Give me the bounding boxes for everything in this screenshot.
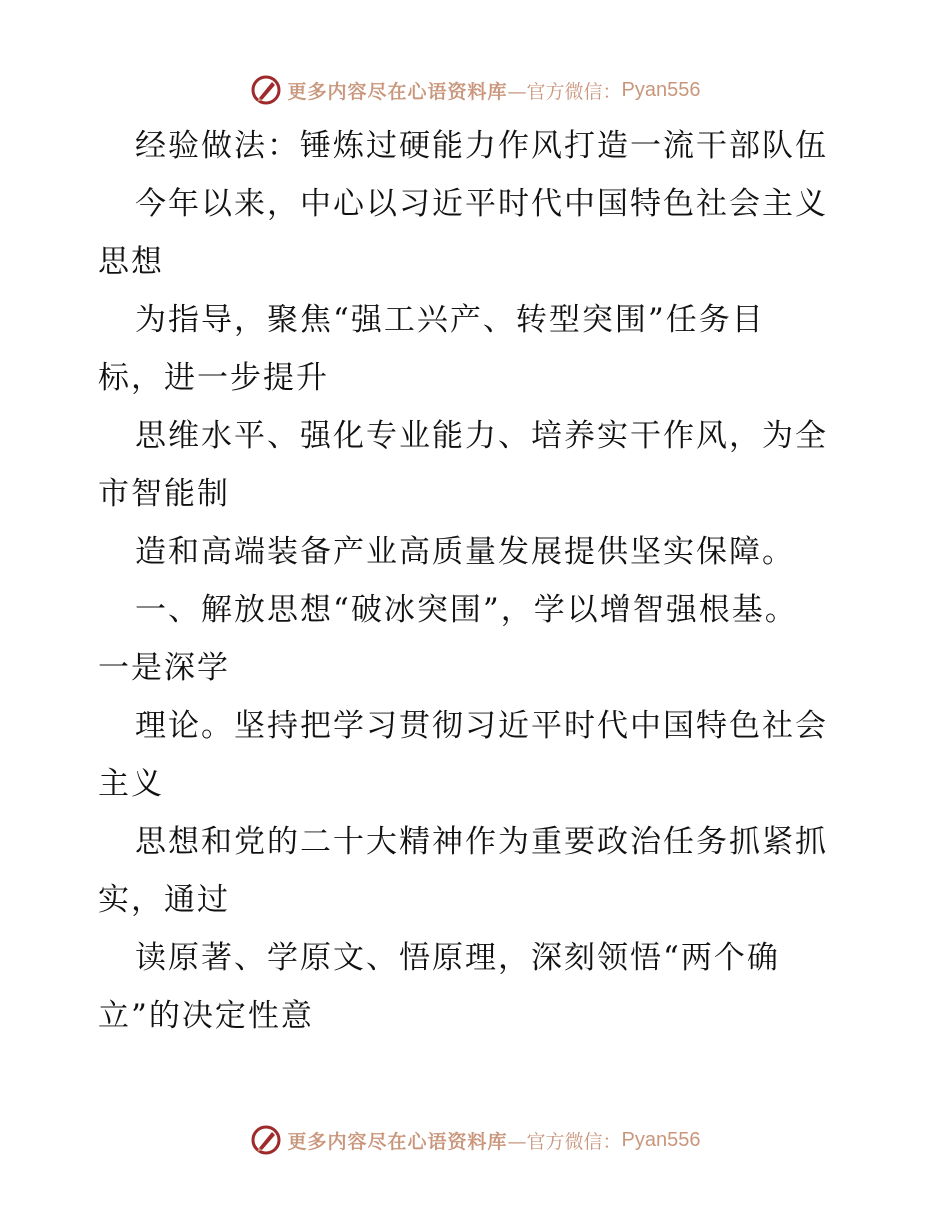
quill-pen-logo-icon	[250, 74, 282, 106]
paragraph-line: 一是深学	[98, 650, 230, 686]
paragraph-line: 主义	[98, 766, 164, 802]
header-banner	[0, 70, 950, 110]
paragraph-line: 市智能制	[98, 476, 230, 512]
footer-banner-wechat-id: Pyan556	[621, 1128, 701, 1151]
section-heading-line: 一、解放思想“破冰突围”，学以增智强根基。	[135, 592, 798, 628]
paragraph-line: 今年以来，中心以习近平时代中国特色社会主义	[135, 186, 828, 222]
paragraph-line: 立”的决定性意	[98, 998, 314, 1034]
paragraph-line: 实，通过	[98, 882, 230, 918]
quill-pen-logo-icon	[250, 1124, 282, 1156]
paragraph-line: 思维水平、强化专业能力、培养实干作风，为全	[135, 418, 828, 454]
footer-banner-text: 更多内容尽在心语资料库	[287, 1130, 508, 1153]
paragraph-line: 理论。坚持把学习贯彻习近平时代中国特色社会	[135, 708, 828, 744]
header-banner-separator: —官方微信：	[507, 80, 622, 103]
document-heading: 经验做法：锤炼过硬能力作风打造一流干部队伍	[135, 128, 828, 164]
footer-banner-separator: —官方微信：	[507, 1130, 622, 1153]
paragraph-line: 读原著、学原文、悟原理，深刻领悟“两个确	[135, 940, 780, 976]
paragraph-line: 思想	[98, 244, 164, 280]
header-banner-wechat-id: Pyan556	[621, 78, 701, 101]
paragraph-line: 标，进一步提升	[98, 360, 329, 396]
footer-banner	[0, 1120, 950, 1160]
document-body	[0, 117, 950, 1045]
header-banner-text: 更多内容尽在心语资料库	[287, 80, 508, 103]
paragraph-line: 为指导，聚焦“强工兴产、转型突围”任务目	[135, 302, 765, 338]
paragraph-line: 思想和党的二十大精神作为重要政治任务抓紧抓	[135, 824, 828, 860]
paragraph-line: 造和高端装备产业高质量发展提供坚实保障。	[135, 534, 795, 570]
